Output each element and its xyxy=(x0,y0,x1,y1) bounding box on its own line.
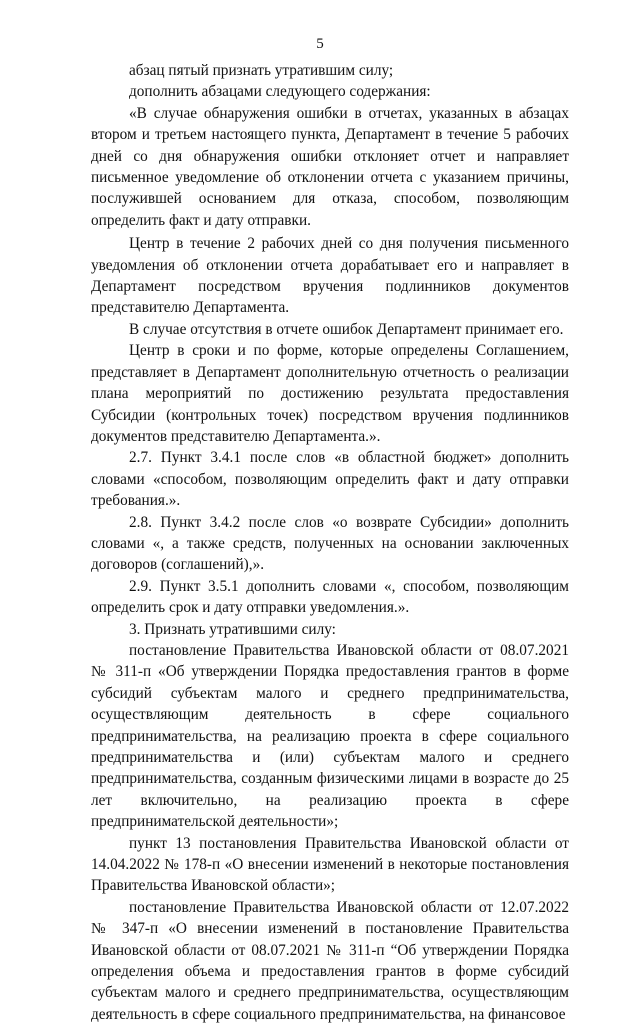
paragraph: В случае отсутствия в отчете ошибок Департамент принимает его. xyxy=(129,320,564,338)
paragraph: дополнить абзацами следующего содержания: xyxy=(129,83,431,101)
paragraph: Центр в сроки и по форме, которые определены Соглашением, представляет в Департамент дополнительную отчетность о реализации плана мероприятий по достижению результата предоставления Субсидии (контрольных точек) посредством вручения подлинников документов представителю Департамента.». xyxy=(91,342,569,445)
paragraph: пункт 13 постановления Правительства Ивановской области от 14.04.2022 № 178-п «О внесении изменений в некоторые постановления Правительства Ивановской области»; xyxy=(91,834,569,895)
paragraph: Центр в течение 2 рабочих дней со дня получения письменного уведомления об отклонении отчета дорабатывает его и направляет в Департамент посредством вручения подлинников документов представителю Департамента. xyxy=(91,235,569,317)
paragraph: 2.7. Пункт 3.4.1 после слов «в областной бюджет» дополнить словами «способом, позволяющим определить факт и дату отправки требования.». xyxy=(91,449,569,510)
document-body xyxy=(91,60,569,1025)
paragraph: 2.8. Пункт 3.4.2 после слов «о возврате Субсидии» дополнить словами «, а также средств, полученных на основании заключенных договоров (соглашений),». xyxy=(91,513,569,574)
paragraph: «В случае обнаружения ошибки в отчетах, указанных в абзацах втором и третьем настоящего пункта, Департамент в течение 5 рабочих дней со дня обнаружения ошибки отклоняет отчет и направляет письменное уведомление об отклонении отчета с указанием причины, послужившей основанием для отказа, способом, позволяющим определить факт и дату отправки. xyxy=(91,104,569,229)
paragraph: 2.9. Пункт 3.5.1 дополнить словами «, способом, позволяющим определить срок и дату отправки уведомления.». xyxy=(91,577,569,617)
paragraph: абзац пятый признать утратившим силу; xyxy=(129,62,394,79)
paragraph: 3. Признать утратившими силу: xyxy=(129,620,336,638)
page-number: 5 xyxy=(316,36,324,52)
paragraph: постановление Правительства Ивановской области от 12.07.2022 № 347-п «О внесении изменений в постановление Правительства Ивановской области от 08.07.2021 № 311-п “Об утверждении Порядка определения объема и предоставления грантов в форме субсидий субъектам малого и среднего предпринимательства, осуществляющим деятельность в сфере социального предпринимательства, на финансовое xyxy=(91,898,569,1023)
paragraph: постановление Правительства Ивановской области от 08.07.2021 № 311-п «Об утверждении Порядка предоставления грантов в форме субсидий субъектам малого и среднего предпринимательства, осуществляющим деятельность в сфере социального предпринимательства, на реализацию проекта в сфере социального предпринимательства и (или) субъектам малого и среднего предпринимательства, созданным физическими лицами в возрасте до 25 лет включительно, на реализацию проекта в сфере предпринимательской деятельности»; xyxy=(91,641,569,831)
